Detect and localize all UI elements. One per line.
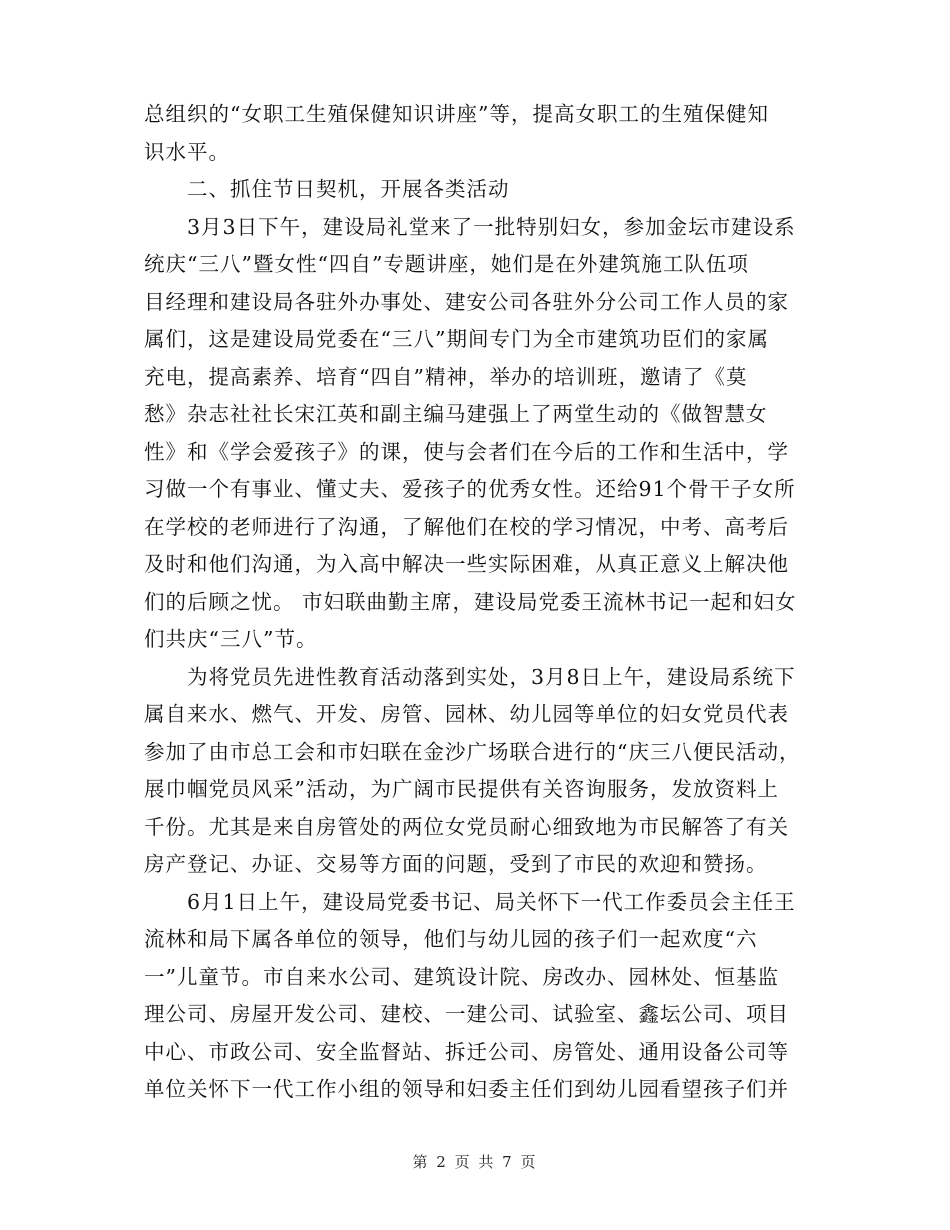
text-line: 展巾帼党员风采”活动，为广阔市民提供有关咨询服务，发放资料上	[144, 777, 779, 801]
text-line: 属自来水、燃气、开发、房管、园林、幼儿园等单位的妇女党员代表	[144, 702, 789, 726]
body-text	[144, 96, 804, 1109]
text-line: 们共庆“三八”节。	[144, 627, 318, 651]
text-line: 们的后顾之忧。 市妇联曲勤主席，建设局党委王流林书记一起和妇女	[144, 589, 797, 614]
text-line: 在学校的老师进行了沟通，了解他们在校的学习情况，中考、高考后	[144, 514, 789, 539]
text-line: 总组织的“女职工生殖保健知识讲座”等，提高女职工的生殖保健知	[144, 102, 769, 126]
text-line: 充电，提高素养、培育“四自”精神，举办的培训班，邀请了《莫	[144, 364, 748, 389]
text-line: 6月1日上午，建设局党委书记、局关怀下一代工作委员会主任王	[144, 889, 796, 914]
text-line: 一”儿童节。市自来水公司、建筑设计院、房改办、园林处、恒基监	[144, 964, 779, 989]
text-line: 二、抓住节日契机，开展各类活动	[144, 177, 510, 201]
text-line: 属们，这是建设局党委在“三八”期间专门为全市建筑功臣们的家属	[144, 327, 769, 351]
text-line: 识水平。	[144, 139, 230, 164]
text-line: 统庆“三八”暨女性“四自”专题讲座，她们是在外建筑施工队伍项	[144, 252, 749, 276]
text-line: 房产登记、办证、交易等方面的问题，受到了市民的欢迎和赞扬。	[144, 852, 768, 876]
page-footer: 第 2 页 共 7 页	[412, 1153, 538, 1171]
text-line: 愁》杂志社社长宋江英和副主编马建强上了两堂生动的《做智慧女	[144, 402, 768, 426]
text-line: 流林和局下属各单位的领导，他们与幼儿园的孩子们一起欢度“六	[144, 927, 758, 951]
text-line: 中心、市政公司、安全监督站、拆迁公司、房管处、通用设备公司等	[144, 1039, 789, 1064]
text-line: 为将党员先进性教育活动落到实处，3月8日上午，建设局系统下	[144, 664, 796, 689]
text-line: 习做一个有事业、懂丈夫、爱孩子的优秀女性。还给91个骨干子女所	[144, 477, 796, 501]
text-line: 性》和《学会爱孩子》的课，使与会者们在今后的工作和生活中，学	[144, 439, 789, 464]
text-line: 理公司、房屋开发公司、建校、一建公司、试验室、鑫坛公司、项目	[144, 1002, 789, 1026]
text-line: 参加了由市总工会和市妇联在金沙广场联合进行的“庆三八便民活动，	[144, 739, 801, 764]
text-line: 3月3日下午，建设局礼堂来了一批特别妇女，参加金坛市建设系	[144, 214, 796, 239]
text-line: 目经理和建设局各驻外办事处、建安公司各驻外分公司工作人员的家	[144, 289, 789, 314]
text-line: 及时和他们沟通，为入高中解决一些实际困难，从真正意义上解决他	[144, 552, 789, 576]
text-line: 单位关怀下一代工作小组的领导和妇委主任们到幼儿园看望孩子们并	[144, 1077, 789, 1101]
text-line: 千份。尤其是来自房管处的两位女党员耐心细致地为市民解答了有关	[144, 814, 789, 839]
